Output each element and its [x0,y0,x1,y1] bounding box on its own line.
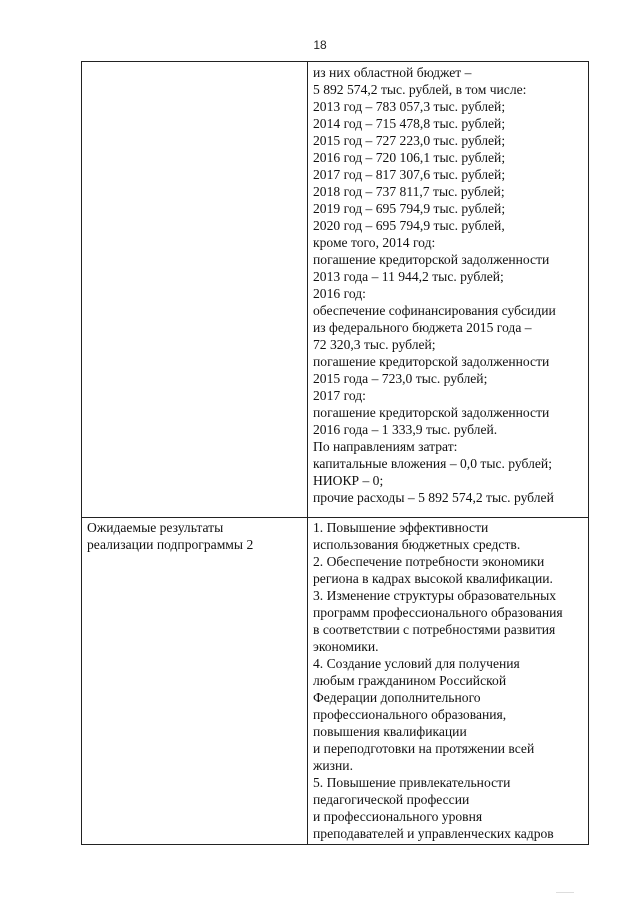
passport-table [81,61,589,845]
funding-line: из федерального бюджета 2015 года – [313,320,532,335]
funding-line: 2014 год – 715 478,8 тыс. рублей; [313,116,506,131]
result-line: 1. Повышение эффективности [313,520,489,535]
funding-line: 2019 год – 695 794,9 тыс. рублей; [313,201,506,216]
result-line: программ профессионального образования [313,605,563,620]
scan-mark [556,892,574,896]
funding-line: из них областной бюджет – [313,65,472,80]
funding-line: По направлениям затрат: [313,439,458,454]
funding-cell [313,64,588,506]
funding-line: 2017 год – 817 307,6 тыс. рублей; [313,167,506,182]
funding-line: 2013 год – 783 057,3 тыс. рублей; [313,99,506,114]
result-line: и переподготовки на протяжении всей [313,741,535,756]
funding-line: 2016 год: [313,286,366,301]
label-line: Ожидаемые результаты [87,520,224,535]
result-line: Федерации дополнительного [313,690,481,705]
expected-results-cell [313,519,588,842]
funding-line: погашение кредиторской задолженности [313,252,550,267]
funding-line: обеспечение софинансирования субсидии [313,303,556,318]
funding-line: 5 892 574,2 тыс. рублей, в том числе: [313,82,527,97]
funding-line: 2015 года – 723,0 тыс. рублей; [313,371,488,386]
result-line: региона в кадрах высокой квалификации. [313,571,553,586]
result-line: 4. Создание условий для получения [313,656,520,671]
funding-line: 2016 год – 720 106,1 тыс. рублей; [313,150,506,165]
funding-line: погашение кредиторской задолженности [313,405,550,420]
funding-line: капитальные вложения – 0,0 тыс. рублей; [313,456,552,471]
funding-line: 2016 года – 1 333,9 тыс. рублей. [313,422,498,437]
result-line: использования бюджетных средств. [313,537,521,552]
result-line: в соответствии с потребностями развития [313,622,556,637]
funding-line: 2015 год – 727 223,0 тыс. рублей; [313,133,506,148]
funding-line: 72 320,3 тыс. рублей; [313,337,436,352]
result-line: профессионального образования, [313,707,507,722]
funding-line: кроме того, 2014 год: [313,235,436,250]
result-line: любым гражданином Российской [313,673,507,688]
result-line: 3. Изменение структуры образовательных [313,588,557,603]
expected-results-label-cell [87,519,303,553]
row-divider [82,517,588,518]
funding-line: 2018 год – 737 811,7 тыс. рублей; [313,184,505,199]
funding-line: прочие расходы – 5 892 574,2 тыс. рублей [313,490,554,505]
result-line: и профессионального уровня [313,809,483,824]
result-line: преподавателей и управленческих кадров [313,826,554,841]
label-line: реализации подпрограммы 2 [87,537,254,552]
result-line: повышения квалификации [313,724,467,739]
column-divider [307,62,308,844]
funding-line: 2020 год – 695 794,9 тыс. рублей, [313,218,505,233]
funding-line: 2013 года – 11 944,2 тыс. рублей; [313,269,504,284]
page-number: 18 [313,38,327,52]
result-line: жизни. [313,758,353,773]
result-line: педагогической профессии [313,792,470,807]
funding-line: 2017 год: [313,388,366,403]
result-line: экономики. [313,639,379,654]
result-line: 5. Повышение привлекательности [313,775,511,790]
funding-line: НИОКР – 0; [313,473,384,488]
result-line: 2. Обеспечение потребности экономики [313,554,545,569]
funding-line: погашение кредиторской задолженности [313,354,550,369]
